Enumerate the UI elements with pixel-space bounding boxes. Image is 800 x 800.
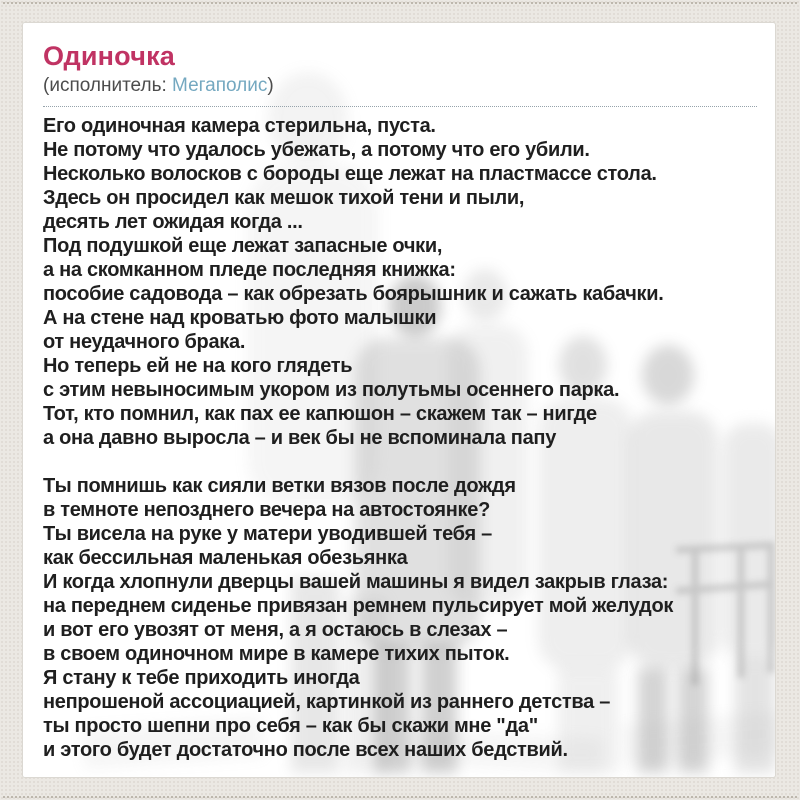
- close-paren: ): [267, 75, 274, 96]
- lyrics-line: Несколько волосков с бороды еще лежат на пластмассе стола.: [43, 163, 657, 185]
- top-dotted-divider: [3, 2, 797, 4]
- lyrics-line: на переднем сиденье привязан ремнем пульсирует мой желудок: [43, 595, 674, 617]
- lyrics-line: ты просто шепни про себя – как бы скажи мне "да": [43, 715, 538, 737]
- bottom-dotted-divider: [3, 796, 797, 798]
- lyrics-line: и этого будет достаточно после всех наших бедствий.: [43, 739, 568, 761]
- lyrics-line: а она давно выросла – и век бы не вспоминала папу: [43, 427, 557, 449]
- lyrics-content: [41, 41, 757, 762]
- lyrics-line: пособие садовода – как обрезать боярышник и сажать кабачки.: [43, 283, 664, 305]
- lyrics-line: Под подушкой еще лежат запасные очки,: [43, 235, 443, 257]
- lyrics-line: от неудачного брака.: [43, 331, 246, 353]
- lyrics-line: Я стану к тебе приходить иногда: [43, 667, 360, 689]
- lyrics-line: Его одиночная камера стерильна, пуста.: [43, 115, 436, 137]
- lyrics-line: непрошеной ассоциацией, картинкой из раннего детства –: [43, 691, 611, 713]
- lyrics-card: [22, 22, 776, 778]
- artist-link[interactable]: Мегаполис: [172, 75, 268, 96]
- lyrics-line: а на скомканном пледе последняя книжка:: [43, 259, 456, 281]
- lyrics-line: в темноте непозднего вечера на автостоянке?: [43, 499, 490, 521]
- lyrics-line: И когда хлопнули дверцы вашей машины я видел закрыв глаза:: [43, 571, 669, 593]
- lyrics-line: Ты помнишь как сияли ветки вязов после дождя: [43, 475, 516, 497]
- lyrics-line: и вот его увозят от меня, а я остаюсь в слезах –: [43, 619, 508, 641]
- lyrics-line: Но теперь ей не на кого глядеть: [43, 355, 353, 377]
- lyrics-line: в своем одиночном мире в камере тихих пыток.: [43, 643, 510, 665]
- lyrics-line: Не потому что удалось убежать, а потому что его убили.: [43, 139, 590, 161]
- lyrics-line: десять лет ожидая когда ...: [43, 211, 303, 233]
- stanza-2: [43, 474, 757, 762]
- artist-line: [43, 75, 757, 107]
- lyrics-line: Здесь он просидел как мешок тихой тени и пыли,: [43, 187, 525, 209]
- lyrics-line: Ты висела на руке у матери уводившей тебя –: [43, 523, 492, 545]
- stanza-1: [43, 114, 757, 450]
- lyrics-line: Тот, кто помнил, как пах ее капюшон – скажем так – нигде: [43, 403, 597, 425]
- lyrics-text: [43, 114, 757, 762]
- page-title: Одиночка: [43, 41, 175, 71]
- artist-label: (исполнитель:: [43, 75, 173, 96]
- lyrics-line: А на стене над кроватью фото малышки: [43, 307, 437, 329]
- lyrics-line: с этим невыносимым укором из полутьмы осеннего парка.: [43, 379, 620, 401]
- lyrics-line: как бессильная маленькая обезьянка: [43, 547, 408, 569]
